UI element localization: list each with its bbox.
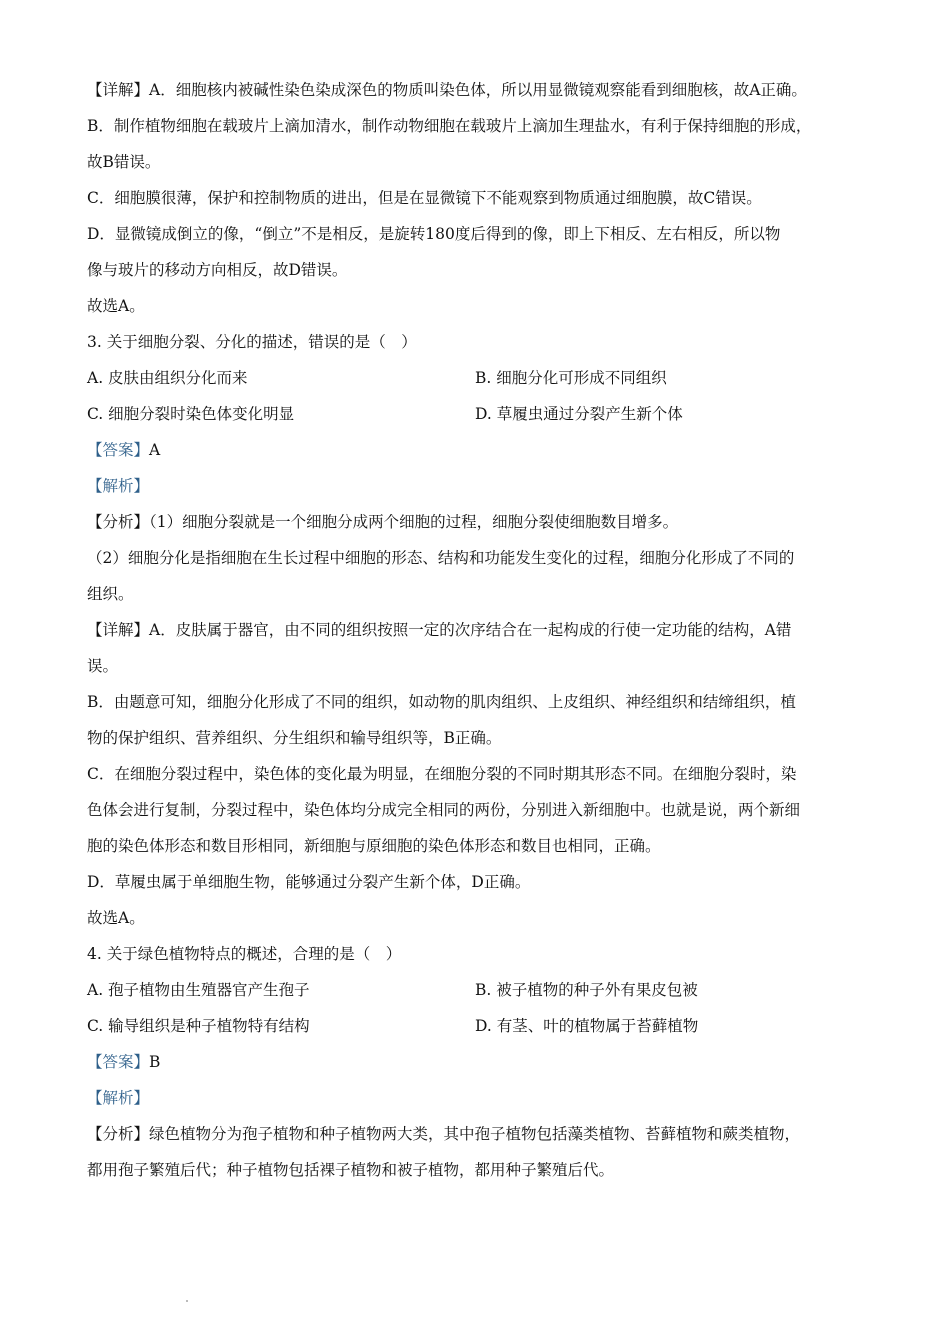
q3-detail-line-1: 【详解】A．皮肤属于器官，由不同的组织按照一定的次序结合在一起构成的行使一定功能的结构，A错 [87,621,792,639]
q4-option-c: C. 输导组织是种子植物特有结构 [87,1017,310,1035]
detail-tag: 【详解】 [87,621,150,639]
q3-conclusion: 故选A。 [87,909,145,927]
detail-tag: 【详解】 [87,81,150,99]
q3-options-row-2 [87,396,867,432]
q2-detail-line-1: 【详解】A．细胞核内被碱性染色染成深色的物质叫染色体，所以用显微镜观察能看到细胞核，故A正确。 [87,81,807,99]
q3-jiexi-tag: 【解析】 [87,477,150,495]
q4-options-row-1 [87,972,867,1008]
analysis-tag: 【分析】 [87,513,150,531]
q2-detail-line-6: 像与玻片的移动方向相反，故D错误。 [87,261,348,279]
q2-detail-line-4: C．细胞膜很薄，保护和控制物质的进出，但是在显微镜下不能观察到物质通过细胞膜，故C错误。 [87,189,762,207]
q4-analysis-line-2: 都用孢子繁殖后代；种子植物包括裸子植物和被子植物，都用种子繁殖后代。 [87,1161,615,1179]
q3-detail-line-5: C．在细胞分裂过程中，染色体的变化最为明显，在细胞分裂的不同时期其形态不同。在细胞分裂时，染 [87,765,797,783]
q3-analysis-line-3: 组织。 [87,585,134,603]
q4-option-a: A. 孢子植物由生殖器官产生孢子 [87,981,310,999]
q3-detail-line-7: 胞的染色体形态和数目形相同，新细胞与原细胞的染色体形态和数目也相同，正确。 [87,837,661,855]
q3-answer [87,432,867,468]
q2-detail-line-2: B．制作植物细胞在载玻片上滴加清水，制作动物细胞在载玻片上滴加生理盐水，有利于保持细胞的形成， [87,117,812,135]
q2-detail-line-5: D．显微镜成倒立的像，“倒立”不是相反，是旋转180度后得到的像，即上下相反、左右相反，所以物 [87,225,781,243]
q4-answer [87,1044,867,1080]
q3-options-row-1 [87,360,867,396]
q3-detail-line-8: D．草履虫属于单细胞生物，能够通过分裂产生新个体，D正确。 [87,873,531,891]
q3-analysis-line-1: 【分析】（1）细胞分裂就是一个细胞分成两个细胞的过程，细胞分裂使细胞数目增多。 [87,513,679,531]
document-content [87,72,867,1188]
analysis-tag: 【分析】 [87,1125,150,1143]
q3-detail-line-6: 色体会进行复制，分裂过程中，染色体均分成完全相同的两份，分别进入新细胞中。也就是说，两个新细 [87,801,801,819]
q4-jiexi-tag: 【解析】 [87,1089,150,1107]
q2-conclusion: 故选A。 [87,297,145,315]
q3-option-c: C. 细胞分裂时染色体变化明显 [87,405,295,423]
q3-detail-line-4: 物的保护组织、营养组织、分生组织和输导组织等，B正确。 [87,729,502,747]
q4-option-b: B. 被子植物的种子外有果皮包被 [475,981,698,999]
q4-stem: 4. 关于绿色植物特点的概述，合理的是（ ） [87,945,402,963]
q3-detail-line-3: B．由题意可知，细胞分化形成了不同的组织，如动物的肌肉组织、上皮组织、神经组织和结缔组织，植 [87,693,796,711]
q4-analysis-line-1: 【分析】绿色植物分为孢子植物和种子植物两大类，其中孢子植物包括藻类植物、苔藓植物和蕨类植物， [87,1125,801,1143]
q3-option-b: B. 细胞分化可形成不同组织 [475,369,667,387]
q3-option-d: D. 草履虫通过分裂产生新个体 [475,405,683,423]
q3-analysis-line-2: （2）细胞分化是指细胞在生长过程中细胞的形态、结构和功能发生变化的过程，细胞分化形成了不同的 [87,549,795,567]
q4-options-row-2 [87,1008,867,1044]
q3-stem: 3. 关于细胞分裂、分化的描述，错误的是（ ） [87,333,417,351]
q2-detail-line-3: 故B错误。 [87,153,161,171]
answer-value: B [149,1053,161,1071]
page-speck [186,1300,188,1302]
q4-option-d: D. 有茎、叶的植物属于苔藓植物 [475,1017,699,1035]
answer-tag: 【答案】 [87,1053,150,1071]
q3-option-a: A. 皮肤由组织分化而来 [87,369,248,387]
answer-tag: 【答案】 [87,441,150,459]
q3-detail-line-2: 误。 [87,657,119,675]
answer-value: A [149,441,161,459]
